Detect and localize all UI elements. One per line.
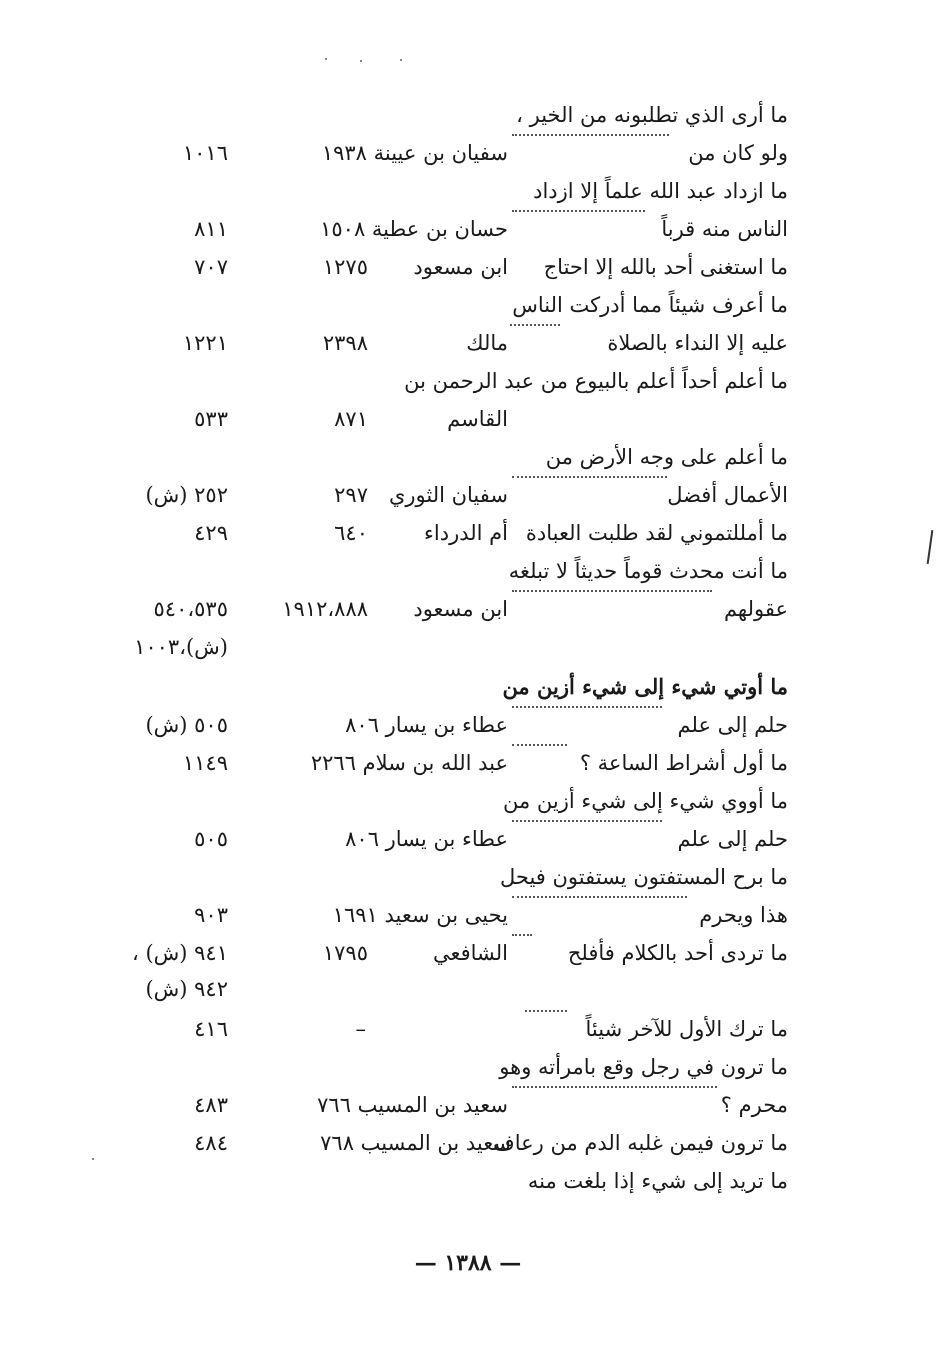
- entry-page: ٥٣٣: [194, 407, 228, 431]
- entry-narrator: سفيان الثوري: [388, 483, 508, 507]
- entry-narrator: –: [355, 1017, 366, 1041]
- index-row: [0, 286, 936, 324]
- index-row: [0, 858, 936, 896]
- entry-text: حلم إلى علم: [677, 827, 788, 851]
- scan-speck: [325, 58, 327, 60]
- index-row: [0, 934, 936, 972]
- entry-text: ما أنت محدث قوماً حديثاً لا تبلغه: [508, 559, 788, 583]
- entry-text: ما أعلم على وجه الأرض من: [545, 445, 788, 469]
- index-row: [0, 590, 936, 628]
- entry-narrator: يحيى بن سعيد ١٦٩١: [332, 903, 508, 927]
- leader-dots: [512, 134, 669, 136]
- entry-page: ٤٨٣: [194, 1093, 228, 1117]
- entry-number: ٨٧١: [334, 407, 368, 431]
- leader-dots: [512, 590, 712, 592]
- entry-narrator: عبد الله بن سلام ٢٢٦٦: [310, 751, 508, 775]
- index-row: [0, 1086, 936, 1124]
- entry-text: الأعمال أفضل: [667, 483, 788, 507]
- entry-page: ٢٥٢ (ش): [145, 483, 228, 507]
- entry-narrator: سعيد بن المسيب ٧٦٦: [317, 1093, 508, 1117]
- index-row: [0, 820, 936, 858]
- index-row: [0, 514, 936, 552]
- entry-narrator: سعيد بن المسيب ٧٦٨: [320, 1131, 511, 1155]
- index-row: [0, 438, 936, 476]
- entry-text: هذا ويحرم: [699, 903, 788, 927]
- index-row: [0, 668, 936, 706]
- index-row: [0, 96, 936, 134]
- entry-page: ١٢٢١: [182, 331, 228, 355]
- entry-text: ما تردى أحد بالكلام فأفلح: [567, 941, 788, 965]
- leader-dots: [512, 820, 662, 822]
- entry-text: حلم إلى علم: [677, 713, 788, 737]
- leader-dots: [512, 706, 662, 708]
- leader-dots: [512, 476, 667, 478]
- index-row: [0, 248, 936, 286]
- index-row: [0, 1162, 936, 1200]
- entry-text: ما استغنى أحد بالله إلا احتاج: [543, 255, 788, 279]
- entry-text: ما أعلم أحداً أعلم بالبيوع من عبد الرحمن بن: [404, 369, 788, 393]
- index-row: [0, 324, 936, 362]
- index-row: [0, 782, 936, 820]
- entry-text: ما ازداد عبد الله علماً إلا ازداد: [533, 179, 788, 203]
- leader-dots: [512, 896, 687, 898]
- entry-text: ما أوتي شيء إلى شيء أزين من: [502, 674, 788, 699]
- entry-page: ٨١١: [194, 217, 228, 241]
- index-row: [0, 134, 936, 172]
- entry-narrator: أم الدرداء: [424, 521, 508, 545]
- entry-text: ما ترك الأول للآخر شيئاً: [585, 1017, 788, 1041]
- entry-narrator: عطاء بن يسار ٨٠٦: [345, 827, 508, 851]
- entry-page: ٥٤٠،٥٣٥: [153, 597, 228, 621]
- entry-narrator: عطاء بن يسار ٨٠٦: [345, 713, 508, 737]
- entry-text: عقولهم: [723, 597, 788, 621]
- index-row: [0, 628, 936, 666]
- index-row: [0, 1048, 936, 1086]
- entry-text: ما أمللتموني لقد طلبت العبادة: [525, 521, 788, 545]
- entry-page: ١١٤٩: [182, 751, 228, 775]
- leader-dots: [512, 210, 645, 212]
- page-number: — ١٣٨٨ —: [414, 1250, 522, 1276]
- index-row: [0, 896, 936, 934]
- scan-speck: [360, 60, 362, 62]
- entry-page: ٤١٦: [194, 1017, 228, 1041]
- index-row: [0, 172, 936, 210]
- entry-text: ما ترون فيمن غلبه الدم من رعاف: [492, 1131, 788, 1155]
- entry-number: ٢٣٩٨: [322, 331, 368, 355]
- entry-text: ولو كان من: [688, 141, 788, 165]
- entry-page: ٥٠٥: [194, 827, 228, 851]
- leader-dots: [512, 934, 532, 936]
- entry-number: ١٢٧٥: [322, 255, 368, 279]
- entry-page: ٩٠٣: [194, 903, 228, 927]
- entry-narrator: حسان بن عطية ١٥٠٨: [320, 217, 508, 241]
- index-row: [0, 744, 936, 782]
- entry-narrator: الشافعي: [432, 941, 508, 965]
- entry-text: ما أول أشراط الساعة ؟: [579, 751, 788, 775]
- entry-narrator: مالك: [466, 331, 508, 355]
- entry-number: ٦٤٠: [334, 521, 368, 545]
- index-row: [0, 400, 936, 438]
- entry-page: ٩٤٢ (ش): [145, 977, 228, 1001]
- leader-dots: [510, 324, 560, 326]
- entry-text: الناس منه قرباً: [661, 217, 788, 241]
- index-row: [0, 1010, 936, 1048]
- index-row: [0, 1124, 936, 1162]
- leader-dots: [512, 1086, 717, 1088]
- entry-page: ٤٨٤: [194, 1131, 228, 1155]
- entry-number: ١٩١٢،٨٨٨: [282, 597, 368, 621]
- entry-text: ما أعرف شيئاً مما أدركت الناس: [512, 293, 788, 317]
- index-row: [0, 362, 936, 400]
- entry-text: ما أووي شيء إلى شيء أزين من: [503, 789, 788, 813]
- index-row: [0, 476, 936, 514]
- index-row: [0, 210, 936, 248]
- entry-text: ما برح المستفتون يستفتون فيحل: [500, 865, 788, 889]
- entry-narrator: القاسم: [447, 407, 508, 431]
- entry-narrator: ابن مسعود: [413, 255, 508, 279]
- entry-text: ما ترون في رجل وقع بامرأته وهو: [499, 1055, 788, 1079]
- entry-number: ٢٩٧: [334, 483, 368, 507]
- index-row: [0, 552, 936, 590]
- entry-text: عليه إلا النداء بالصلاة: [607, 331, 788, 355]
- entry-narrator: ابن مسعود: [413, 597, 508, 621]
- entry-text: ما تريد إلى شيء إذا بلغت منه: [527, 1169, 788, 1193]
- entry-page: ٩٤١ (ش) ،: [132, 941, 228, 965]
- entry-narrator: سفيان بن عيينة ١٩٣٨: [321, 141, 508, 165]
- scan-speck: [400, 59, 402, 61]
- entry-page: ١٠١٦: [182, 141, 228, 165]
- entry-text: محرم ؟: [720, 1093, 788, 1117]
- entry-page: (ش)،١٠٠٣: [134, 635, 228, 659]
- leader-dots: [525, 1010, 567, 1012]
- entry-page: ٤٢٩: [194, 521, 228, 545]
- index-row: [0, 706, 936, 744]
- index-row: [0, 970, 936, 1008]
- entry-number: ١٧٩٥: [322, 941, 368, 965]
- entry-text: ما أرى الذي تطلبونه من الخير ،: [516, 103, 788, 127]
- entry-page: ٧٠٧: [194, 255, 228, 279]
- entry-page: ٥٠٥ (ش): [145, 713, 228, 737]
- scan-speck: [92, 1158, 94, 1160]
- leader-dots: [512, 744, 567, 746]
